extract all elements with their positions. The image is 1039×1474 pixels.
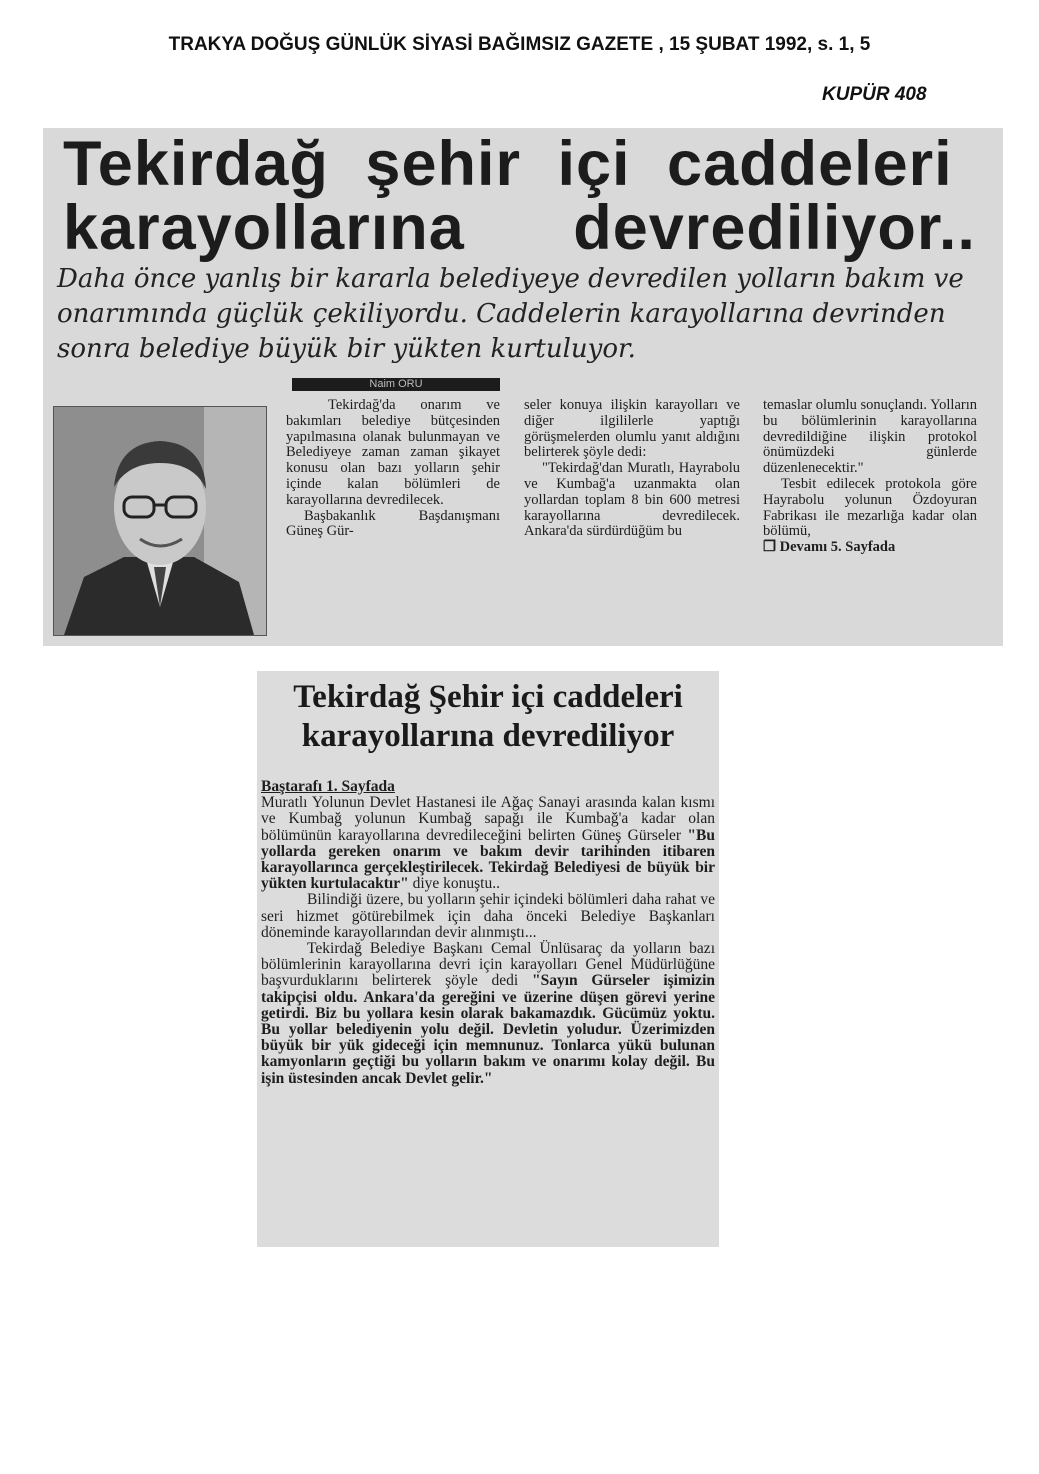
front-headline-line2: karayollarına devrediliyor.. [63,193,976,263]
page5-p3-text: Tekirdağ Belediye Başkanı Cemal Ünlüsaraç da yolların bazı bölümlerinin karayollarına devri için karayolları Genel Müdürlüğüne başvurduklarını belirterek şöyle dedi [261,940,715,990]
page5-p1-quote: "Bu yollarda gereken onarım ve bakım devir tarihinden itibaren karayollarınca gerçekleştirilecek. Tekirdağ Belediyesi de büyük bir yükten kurtulacaktır" [261,826,715,893]
front-deck: Daha önce yanlış bir kararla belediyeye devredilen yolların bakım ve onarımında güçlük çekiliyordu. Caddelerin karayollarına devrinden sonra belediye büyük bir yükten kurtuluyor. [57,264,964,364]
page5-p3-quote: "Sayın Gürseler işimizin takipçisi oldu. Ankara'da gereğini ve üzerine düşen görevi yerine getirdi. Biz bu yollara kesin olarak bakamazdık. Gücümüz yoktu. Bu yollar belediyenin yolu değil. Devletin yoludur. Üzerimizden büyük bir yük gideceği için memnunuz. Tonlarca yükü bulunan kamyonların geçtiği bu yolların bakım ve onarımı kolay değil. Bu işin üstesinden ancak Devlet gelir." [261,972,715,1087]
page5-body [261,779,715,1087]
page5-headline-line2: karayollarına devrediliyor [301,718,675,754]
page5-clipping [257,671,719,1247]
front-column-1 [286,398,500,540]
page5-p1-end: diye konuştu.. [408,875,500,893]
page5-paragraph-3 [261,941,715,1087]
page5-p1-text: Muratlı Yolunun Devlet Hastanesi ile Ağaç Sanayi arasında kalan kısmı ve Kumbağ yolunun Kumbağ sapağı ile Kumbağ'a kadar olan bölümünün karayollarına devredileceğini belirten Güneş Gürseler [261,794,715,844]
front-col2-paragraph: seler konuya ilişkin karayolları ve diğer ilgililerle yaptığı görüşmelerden olumlu yanıt aldığını belirterek şöyle dedi: [524,397,740,461]
continued-from-label: Baştarafı 1. Sayfada [261,778,395,795]
front-col2-paragraph-2: "Tekirdağ'dan Muratlı, Hayrabolu ve Kumbağ'a uzanmakta olan yollardan toplam 8 bin 600 metresi karayollarına devredilecek. Ankara'da sürdürdüğüm bu [524,460,740,540]
byline: Naim ORU [292,378,500,391]
continued-note: ❐ Devamı 5. Sayfada [763,539,896,556]
portrait-photo [53,406,267,636]
clipping-number: KUPÜR 408 [822,84,927,105]
front-column-3 [763,398,977,556]
page5-paragraph-1 [261,795,715,892]
page5-headline-line1: Tekirdağ Şehir içi caddeleri [293,679,683,715]
portrait-illustration [54,407,266,635]
front-col1-paragraph: Tekirdağ'da onarım ve bakımları belediye bütçesinden yapılmasına olanak bulunmayan ve Belediyeye zaman zaman şikayet konusu olan bazı yolların şehir içinde kalan bölümleri de karayollarına devredilecek. [286,397,500,508]
front-col1-paragraph-2: Başbakanlık Başdanışmanı Güneş Gür- [286,507,500,540]
newspaper-source-line: TRAKYA DOĞUŞ GÜNLÜK SİYASİ BAĞIMSIZ GAZETE , 15 ŞUBAT 1992, s. 1, 5 [168,34,871,55]
front-col3-paragraph: temaslar olumlu sonuçlandı. Yolların bu bölümlerinin karayollarına devredildiğine ilişkin protokol önümüzdeki günlerde düzenlenecektir." [763,397,977,477]
front-col3-paragraph-2: Tesbit edilecek protokola göre Hayrabolu yolunun Özdoyuran Fabrikası ile mezarlığa kadar olan bölümü, [763,475,977,540]
front-page-clipping [43,128,1003,646]
front-headline-line1: Tekirdağ şehir içi caddeleri [63,129,953,199]
front-column-2 [524,398,740,540]
page5-paragraph-2: Bilindiği üzere, bu yolların şehir içindeki bölümleri daha rahat ve seri hizmet götürebilmek için daha önceki Belediye Başkanları döneminde karayollarından devir alınmıştı... [261,891,715,941]
